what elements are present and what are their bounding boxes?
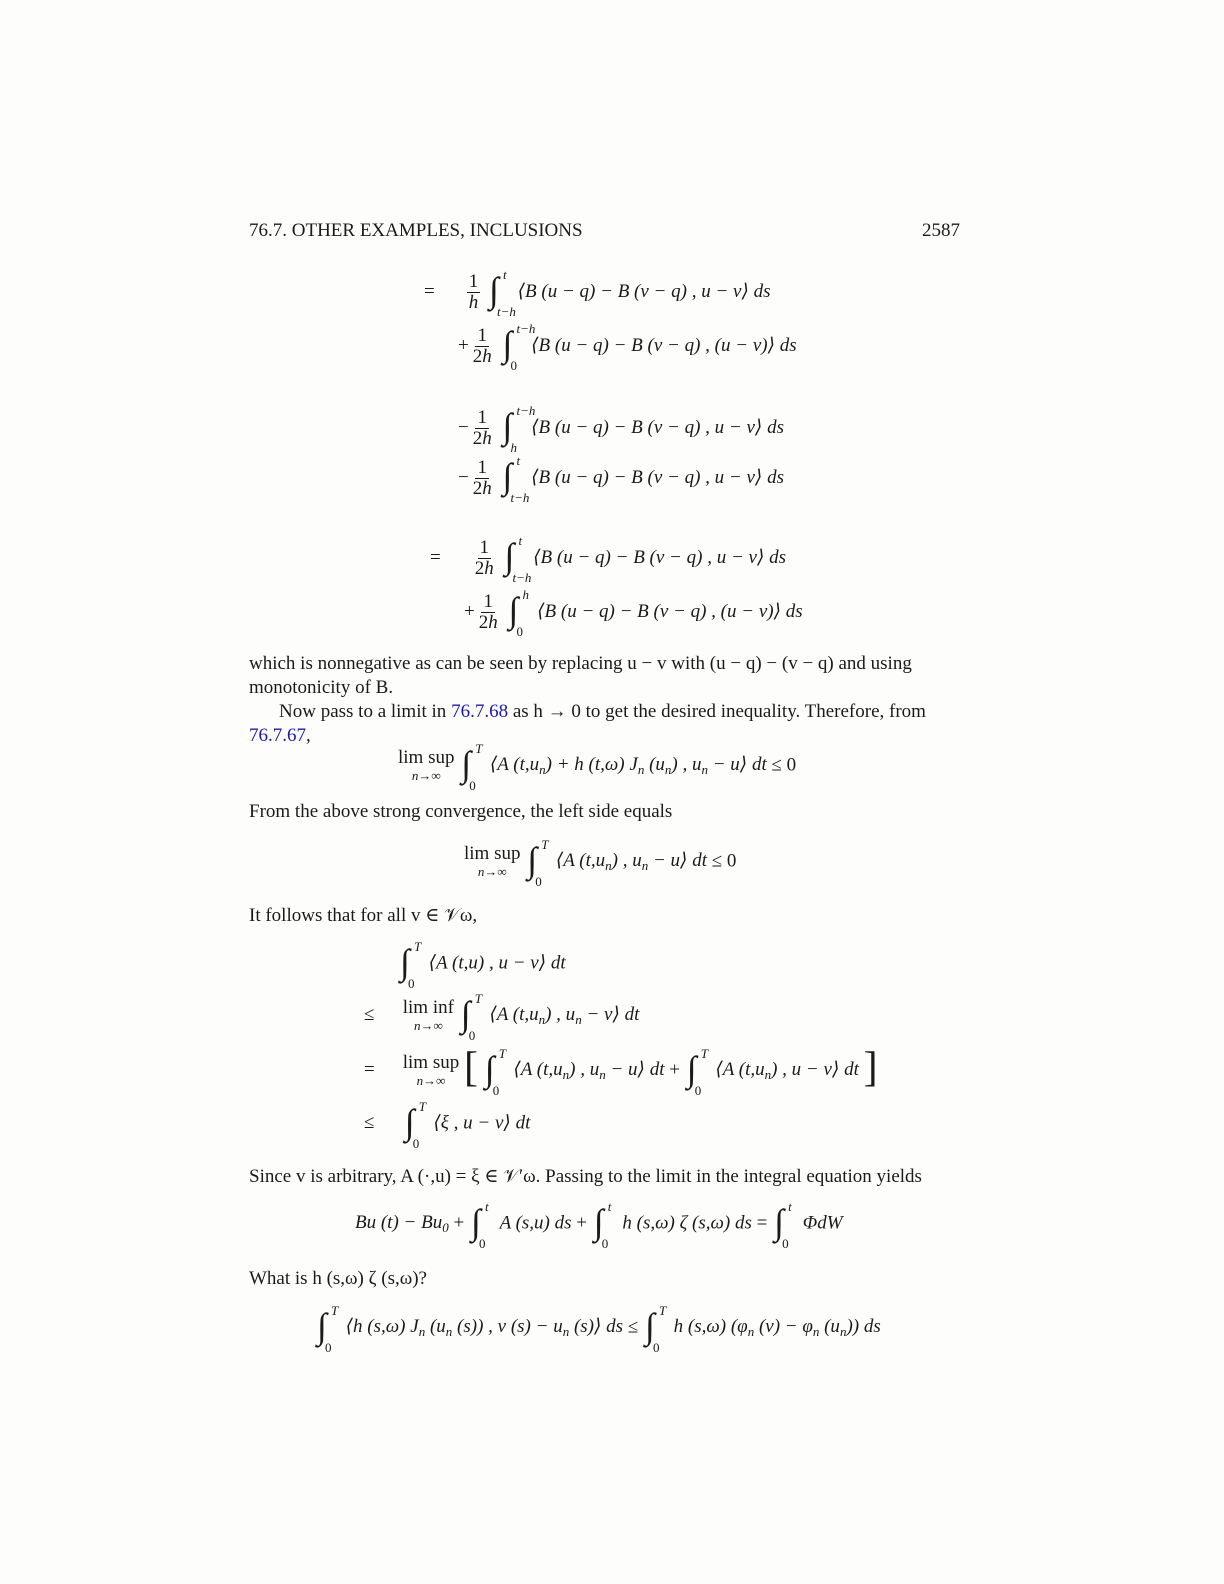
equation-line: − $\frac{1}{2h}$ ∫ t t−h ⟨B (u − q) − B (v − q) , u − v⟩ ds xyxy=(458,453,784,506)
text-run: Now pass to a limit in xyxy=(279,701,452,722)
equation-line: Bu $(t) - Bu_0$ + ∫ t 0 A (s,u) ds + ∫ t 0 h (s,ω) ζ (s,ω) ds = ∫ t 0 ΦdW xyxy=(355,1199,843,1251)
equation-line: + $\frac{1}{2h}$ ∫ h 0 ⟨B (u − q) − B (v − q) , (u − v)⟩ ds xyxy=(464,587,803,640)
text-run: as h → 0 to get the desired inequality. Therefore, from xyxy=(508,701,926,722)
paragraph-text xyxy=(249,724,311,748)
paragraph-text: From the above strong convergence, the left side equals xyxy=(249,801,673,822)
equation-line: ≤ lim inf n→∞ ∫ T 0 ⟨A $(t,u_n)$ , $u_n$ − v⟩ dt xyxy=(364,991,640,1043)
equation-line: = $\frac{1}{2h}$ ∫ t t−h ⟨B (u − q) − B (v − q) , u − v⟩ ds xyxy=(430,533,787,586)
paragraph-text xyxy=(279,700,926,724)
equation-line: ∫ T 0 ⟨h (s,ω) $J_n$ ($u_n$ (s)) , v $(s) - u_n$ (s)⟩ ds ≤ ∫ T 0 h (s,ω) ($\varphi_n$ $(v) - \varphi_n$ $(u_n)$) ds xyxy=(317,1303,881,1355)
paragraph-text: What is h (s,ω) ζ (s,ω)? xyxy=(249,1268,427,1289)
text-run: , xyxy=(306,725,311,746)
equation-line: ∫ T 0 ⟨A (t,u) , u − v⟩ dt xyxy=(400,939,566,991)
equation-ref-link[interactable]: 76.7.67 xyxy=(249,725,306,746)
page-number: 2587 xyxy=(922,220,960,241)
paragraph-text: It follows that for all v ∈ 𝒱ω, xyxy=(249,905,478,926)
equation-line: lim sup n→∞ ∫ T 0 ⟨A $(t,u_n)$ , $u_n$ − u⟩ dt ≤ 0 xyxy=(464,837,737,889)
equation-line: = $\frac{1}{h}$ ∫ t t−h ⟨B (u − q) − B (v − q) , u − v⟩ ds xyxy=(424,267,771,320)
paragraph-text: which is nonnegative as can be seen by replacing u − v with (u − q) − (v − q) and using xyxy=(249,653,912,674)
paragraph-text: monotonicity of B. xyxy=(249,677,394,698)
equation-line: = lim sup n→∞ [ ∫ T 0 ⟨A $(t,u_n)$ , $u_n$ − u⟩ dt + ∫ T 0 ⟨A $(t,u_n)$ , u − v⟩ dt ] xyxy=(364,1045,878,1098)
running-header: 76.7. OTHER EXAMPLES, INCLUSIONS xyxy=(249,220,583,241)
paragraph-text: Since v is arbitrary, A (·,u) = ξ ∈ 𝒱′ω. Passing to the limit in the integral equation yields xyxy=(249,1166,922,1187)
equation-ref-link[interactable]: 76.7.68 xyxy=(451,701,509,722)
equation-line: ≤ ∫ T 0 ⟨ξ , u − v⟩ dt xyxy=(364,1099,531,1151)
equation-line: lim sup n→∞ ∫ T 0 ⟨A $(t,u_n) + h$ (t,ω) $J_n$ $(u_n)$ , $u_n$ − u⟩ dt ≤ 0 xyxy=(398,741,797,793)
equation-line: + $\frac{1}{2h}$ ∫ t−h 0 ⟨B (u − q) − B (v − q) , (u − v)⟩ ds xyxy=(458,321,797,374)
equation-line: − $\frac{1}{2h}$ ∫ t−h h ⟨B (u − q) − B (v − q) , u − v⟩ ds xyxy=(458,403,784,456)
